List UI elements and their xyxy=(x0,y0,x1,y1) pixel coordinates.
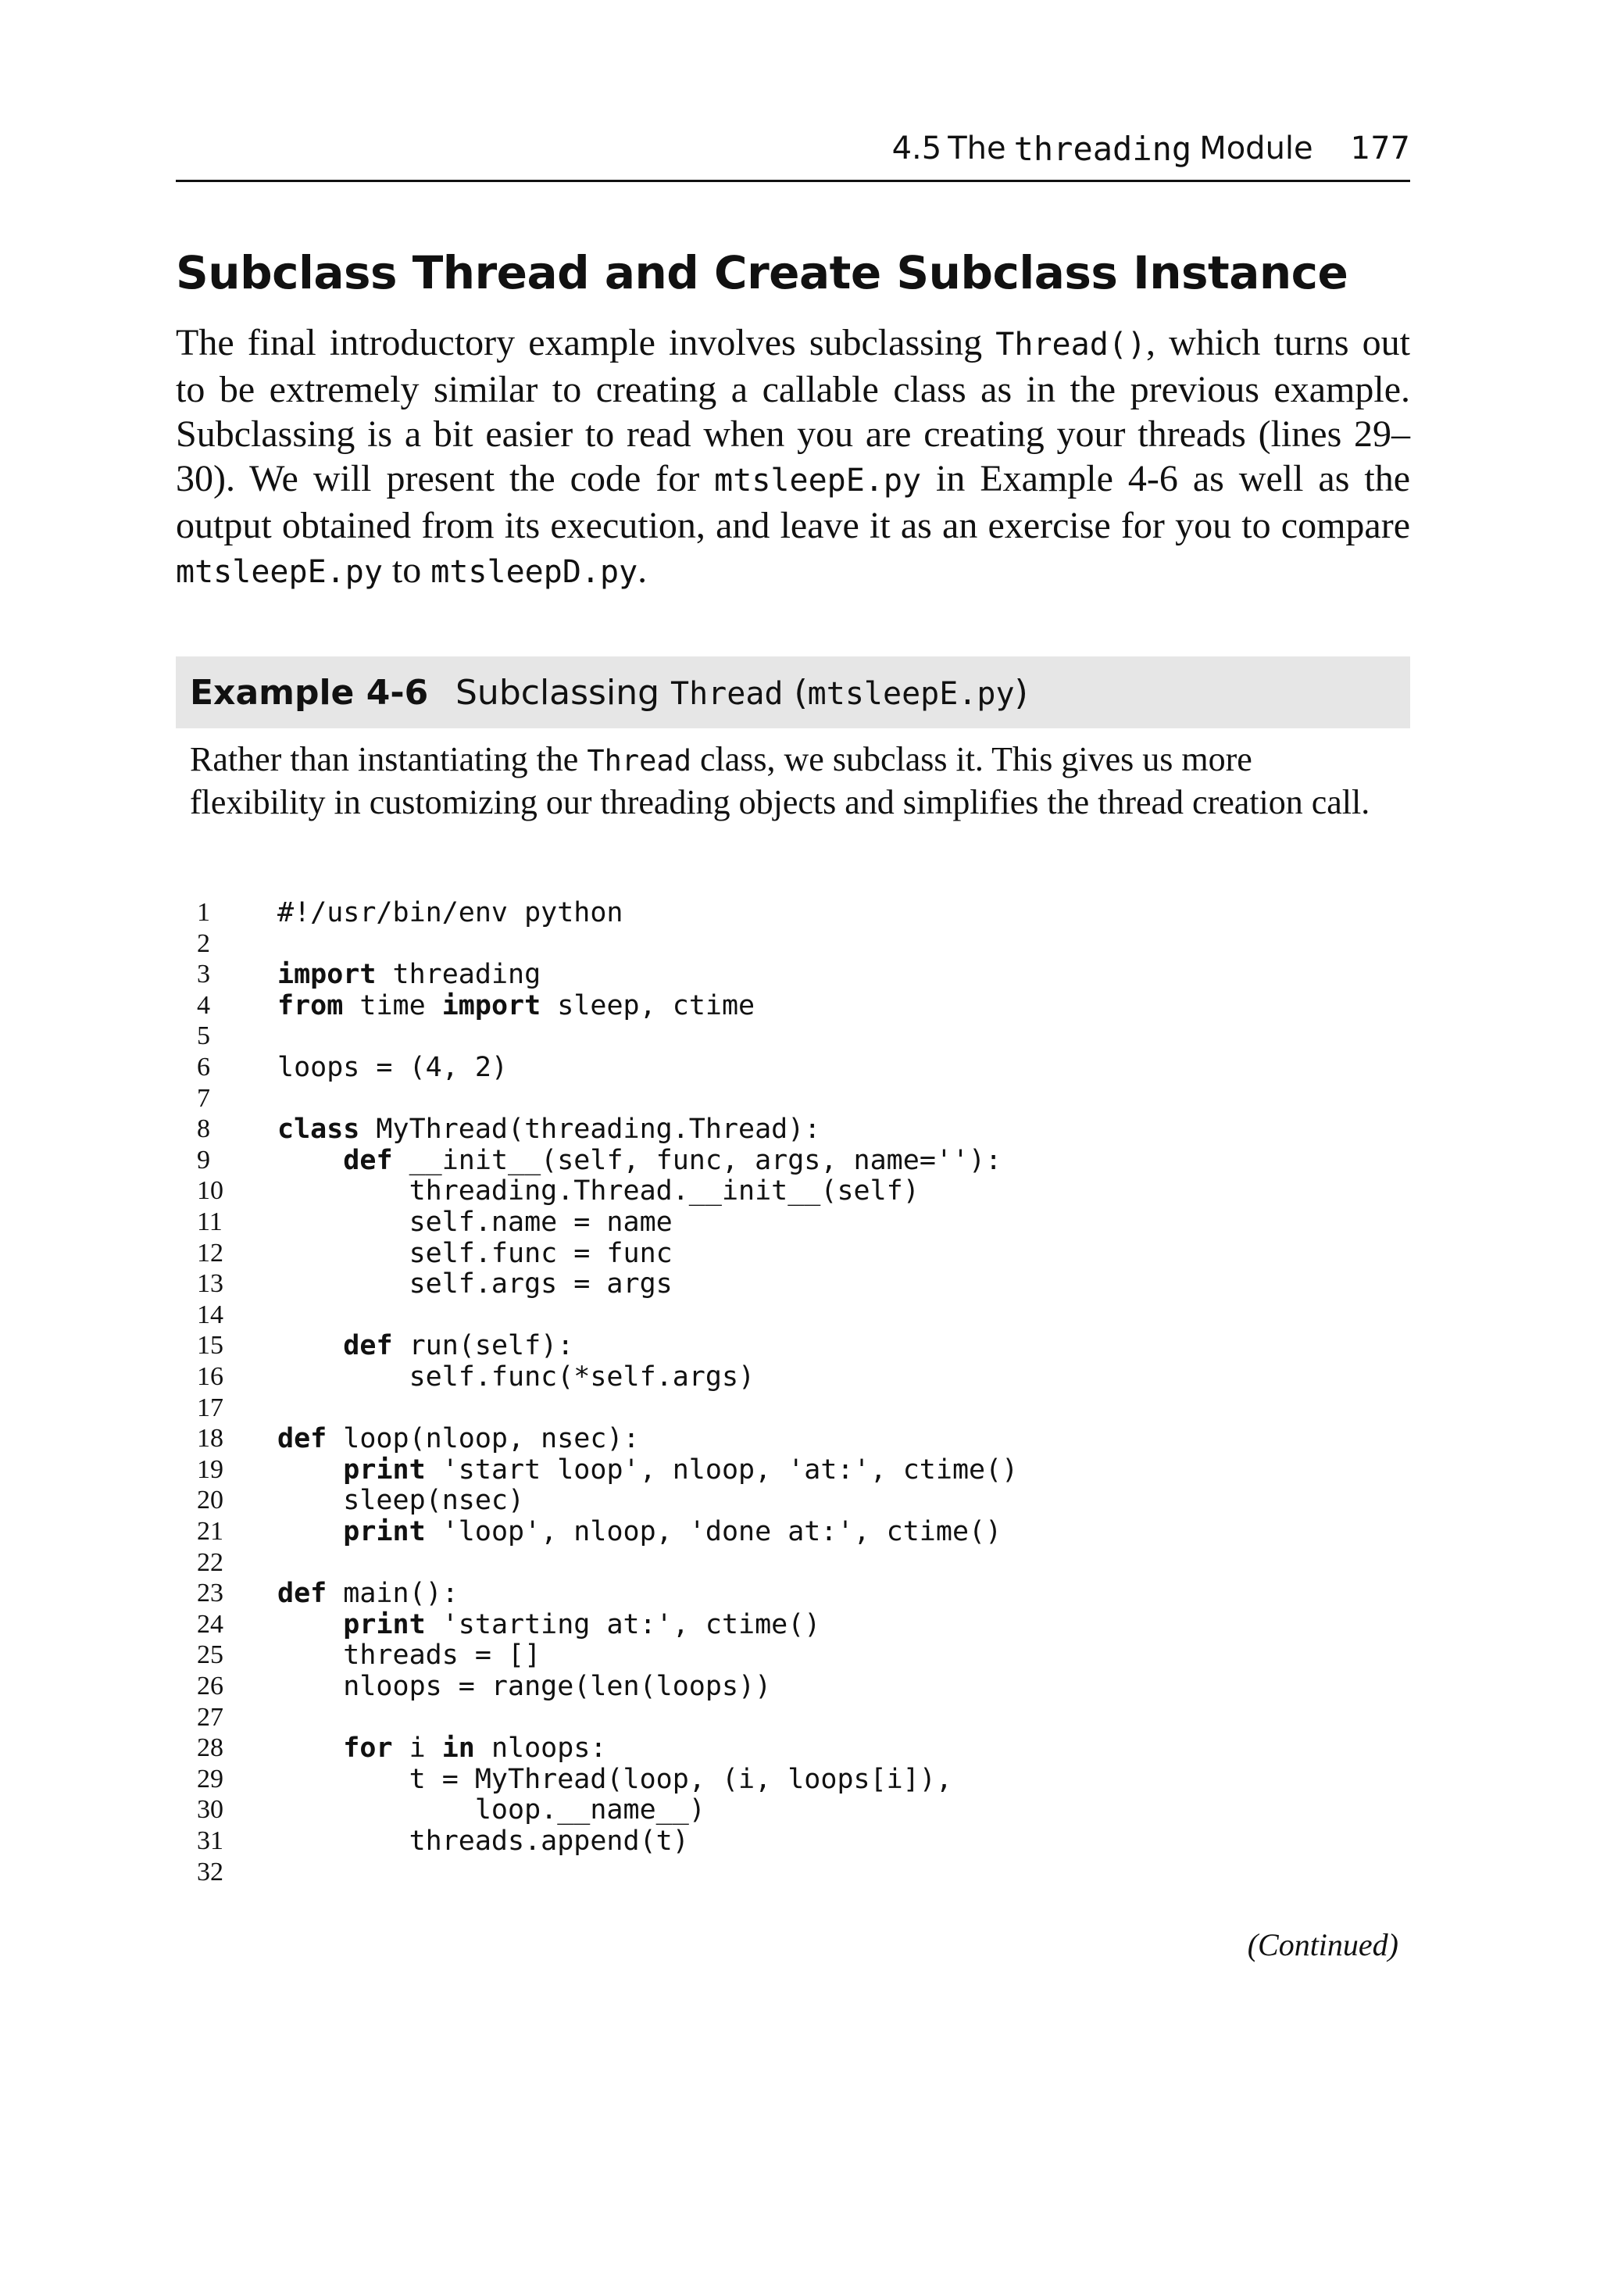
running-header xyxy=(176,117,1410,182)
code-keyword: import xyxy=(277,959,377,991)
code-keyword: class xyxy=(277,1114,360,1146)
code-line xyxy=(0,897,1406,928)
code-line xyxy=(0,1764,1406,1795)
code-token: run(self): xyxy=(392,1330,574,1362)
code-token: __init__(self, func, args, name=''): xyxy=(392,1144,1002,1176)
code-line xyxy=(0,990,1406,1021)
code-line xyxy=(0,1454,1406,1486)
inline-code: Thread xyxy=(587,744,691,778)
code-keyword: print xyxy=(343,1608,426,1640)
code-token: threads.append(t) xyxy=(277,1826,689,1857)
intro-paragraph xyxy=(176,320,1410,595)
code-token xyxy=(277,1330,343,1361)
code-keyword: import xyxy=(441,989,541,1021)
line-number: 17 xyxy=(197,1393,223,1422)
code-text xyxy=(277,1330,573,1361)
code-line xyxy=(0,1857,1406,1888)
code-keyword: print xyxy=(343,1454,426,1486)
example-title-text: ( xyxy=(783,672,808,713)
line-number: 8 xyxy=(197,1114,210,1144)
code-text xyxy=(277,990,755,1021)
code-line xyxy=(0,1423,1406,1454)
line-number: 2 xyxy=(197,928,210,958)
code-text xyxy=(277,959,541,990)
line-number: 19 xyxy=(197,1454,223,1484)
line-number: 3 xyxy=(197,960,210,989)
code-line xyxy=(0,1175,1406,1207)
line-number: 20 xyxy=(197,1486,223,1515)
line-number: 22 xyxy=(197,1547,223,1577)
code-token: self.args = args xyxy=(277,1268,673,1300)
line-number: 9 xyxy=(197,1145,210,1175)
code-token: 'loop', nloop, 'done at:', ctime() xyxy=(425,1516,1002,1547)
code-line xyxy=(0,1207,1406,1238)
example-title-text: ) xyxy=(1014,672,1028,713)
code-token: self.name = name xyxy=(277,1207,673,1238)
code-line xyxy=(0,1393,1406,1424)
code-keyword: in xyxy=(441,1733,475,1765)
code-text xyxy=(277,1114,820,1145)
example-caption-bar xyxy=(176,656,1410,728)
intro-text: . xyxy=(638,549,648,591)
code-keyword: for xyxy=(343,1733,393,1765)
code-line xyxy=(0,1733,1406,1764)
code-token: threading.Thread.__init__(self) xyxy=(277,1175,920,1207)
code-line xyxy=(0,1826,1406,1857)
line-number: 5 xyxy=(197,1021,210,1051)
code-token: loop(nloop, nsec): xyxy=(327,1423,640,1455)
code-token: loops = (4, 2) xyxy=(277,1052,509,1083)
intro-text: , which turns out to be extremely similar to creating a callable class as in the previous example. Subclassing is a bit easier to read when you are creating your threads (lines 29–30). We will present the code for xyxy=(176,322,1410,499)
code-line xyxy=(0,1702,1406,1733)
code-line xyxy=(0,1794,1406,1826)
line-number: 27 xyxy=(197,1702,223,1732)
inline-code: mtsleepD.py xyxy=(430,554,638,590)
code-text xyxy=(277,1145,1002,1176)
code-line xyxy=(0,1145,1406,1176)
section-title-keyword: threading xyxy=(1013,129,1192,168)
code-keyword: def xyxy=(343,1144,393,1176)
code-text xyxy=(277,1052,508,1083)
line-number: 29 xyxy=(197,1764,223,1794)
line-number: 16 xyxy=(197,1362,223,1391)
inline-code: mtsleepE.py xyxy=(807,675,1015,712)
code-token: nloops: xyxy=(474,1733,607,1765)
code-text xyxy=(277,1578,459,1609)
code-line xyxy=(0,1361,1406,1393)
intro-text: in Example 4-6 as well as the output obtained from its execution, and leave it as an exercise for you to compare xyxy=(176,458,1411,546)
code-line xyxy=(0,1671,1406,1702)
code-token xyxy=(277,1733,343,1764)
code-line xyxy=(0,1268,1406,1300)
code-token: main(): xyxy=(327,1578,459,1610)
code-token: nloops = range(len(loops)) xyxy=(277,1671,772,1702)
line-number: 24 xyxy=(197,1609,223,1639)
section-title-pre: The xyxy=(948,131,1006,166)
code-token: i xyxy=(392,1733,442,1765)
code-line xyxy=(0,1516,1406,1547)
example-title-text: Subclassing xyxy=(455,672,670,713)
code-text xyxy=(277,897,623,928)
example-label: Example 4-6 xyxy=(190,672,429,713)
line-number: 12 xyxy=(197,1238,223,1268)
line-number: 11 xyxy=(197,1207,223,1236)
description-text: class, we subclass it. This gives us more flexibility in customizing our threading objects and simplifies the thread creation call. xyxy=(190,740,1370,821)
inline-code: Thread xyxy=(670,675,784,712)
intro-text: The final introductory example involves subclassing xyxy=(176,322,996,363)
line-number: 4 xyxy=(197,990,210,1020)
line-number: 6 xyxy=(197,1053,210,1082)
line-number: 7 xyxy=(197,1083,210,1113)
code-text xyxy=(277,1175,920,1207)
code-token: self.func(*self.args) xyxy=(277,1361,755,1393)
line-number: 10 xyxy=(197,1176,223,1206)
code-text xyxy=(277,1640,541,1671)
code-keyword: from xyxy=(277,989,344,1021)
code-token: 'starting at:', ctime() xyxy=(425,1608,821,1640)
code-text xyxy=(277,1794,705,1826)
inline-code: mtsleepE.py xyxy=(176,554,383,590)
code-line xyxy=(0,1083,1406,1114)
code-token: time xyxy=(343,989,442,1021)
code-text xyxy=(277,1764,952,1795)
code-text xyxy=(277,1423,640,1454)
line-number: 13 xyxy=(197,1269,223,1299)
code-line xyxy=(0,1547,1406,1579)
code-line xyxy=(0,928,1406,960)
code-token: sleep(nsec) xyxy=(277,1485,525,1517)
code-line xyxy=(0,1052,1406,1083)
code-text xyxy=(277,1671,771,1702)
code-text xyxy=(277,1733,606,1764)
code-token: MyThread(threading.Thread): xyxy=(359,1114,821,1146)
code-text xyxy=(277,1361,755,1393)
code-token: #!/usr/bin/env python xyxy=(277,897,623,928)
section-number: 4.5 xyxy=(891,131,942,166)
code-line xyxy=(0,1114,1406,1145)
inline-code: Thread() xyxy=(995,327,1146,363)
code-text xyxy=(277,1207,673,1238)
line-number: 31 xyxy=(197,1826,223,1855)
code-text xyxy=(277,1516,1002,1547)
line-number: 1 xyxy=(197,898,210,927)
code-line xyxy=(0,1578,1406,1609)
code-text xyxy=(277,1485,524,1516)
description-text: Rather than instantiating the xyxy=(190,740,588,778)
code-line xyxy=(0,1640,1406,1671)
continued-note: (Continued) xyxy=(1247,1927,1398,1962)
code-text xyxy=(277,1268,673,1300)
code-keyword: def xyxy=(343,1330,393,1362)
code-text xyxy=(277,1454,1018,1486)
section-title-post: Module xyxy=(1199,131,1313,166)
code-line xyxy=(0,1330,1406,1361)
line-number: 14 xyxy=(197,1300,223,1329)
code-token: threading xyxy=(376,959,541,991)
inline-code: mtsleepE.py xyxy=(714,463,922,499)
code-token xyxy=(277,1516,343,1547)
code-token xyxy=(277,1145,343,1176)
code-line xyxy=(0,1238,1406,1269)
page-number: 177 xyxy=(1350,131,1410,166)
code-text xyxy=(277,1609,820,1640)
line-number: 25 xyxy=(197,1640,223,1670)
code-token: 'start loop', nloop, 'at:', ctime() xyxy=(425,1454,1019,1486)
line-number: 26 xyxy=(197,1672,223,1701)
code-token: loop.__name__) xyxy=(277,1794,705,1826)
line-number: 18 xyxy=(197,1424,223,1454)
code-keyword: print xyxy=(343,1516,426,1547)
code-line xyxy=(0,1485,1406,1516)
code-token: threads = [] xyxy=(277,1640,541,1672)
line-number: 21 xyxy=(197,1517,223,1546)
code-text xyxy=(277,1238,673,1269)
line-number: 30 xyxy=(197,1795,223,1825)
code-token xyxy=(277,1609,343,1640)
section-heading: Subclass Thread and Create Subclass Instance xyxy=(176,246,1348,299)
code-line xyxy=(0,959,1406,990)
code-keyword: def xyxy=(277,1423,327,1455)
example-title xyxy=(455,673,1028,713)
code-text xyxy=(277,1826,689,1857)
code-token: t = MyThread(loop, (i, loops[i]), xyxy=(277,1763,952,1795)
line-number: 28 xyxy=(197,1733,223,1763)
code-token xyxy=(277,1454,343,1486)
code-token: self.func = func xyxy=(277,1237,673,1269)
code-token: sleep, ctime xyxy=(541,989,755,1021)
code-line xyxy=(0,1300,1406,1331)
code-line xyxy=(0,1021,1406,1052)
line-number: 15 xyxy=(197,1331,223,1361)
code-keyword: def xyxy=(277,1578,327,1610)
line-number: 32 xyxy=(197,1857,223,1887)
intro-text: to xyxy=(382,549,431,591)
code-line xyxy=(0,1609,1406,1640)
line-number: 23 xyxy=(197,1579,223,1608)
example-description xyxy=(190,739,1393,823)
